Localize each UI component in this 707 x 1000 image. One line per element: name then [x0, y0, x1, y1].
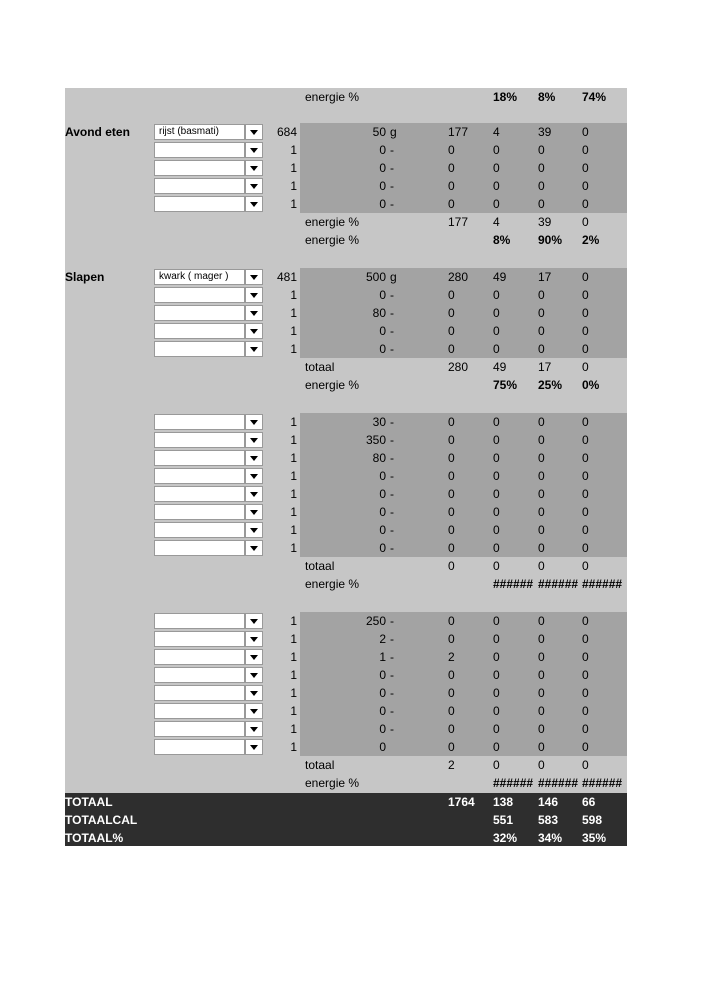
- cell-kcal: 0: [448, 342, 455, 356]
- food-select[interactable]: [154, 739, 245, 755]
- cell-k: 0: [538, 614, 545, 628]
- amount-value: 0: [379, 505, 386, 519]
- unit-label: -: [390, 143, 394, 157]
- row-count: 1: [290, 179, 297, 193]
- unit-label: -: [390, 541, 394, 555]
- summary-label: energie %: [305, 577, 360, 591]
- amount-value: 0: [379, 161, 386, 175]
- cell-p: 0: [493, 415, 500, 429]
- food-select[interactable]: [154, 540, 245, 556]
- cell-v: 0: [582, 179, 589, 193]
- cell-kcal: 0: [448, 197, 455, 211]
- cell-kcal: 0: [448, 451, 455, 465]
- totals-v: 35%: [582, 831, 607, 845]
- cell-v: 0: [582, 614, 589, 628]
- cell-k: 0: [538, 451, 545, 465]
- unit-label: -: [390, 704, 394, 718]
- food-select[interactable]: [154, 504, 245, 520]
- summary-k: 39: [538, 215, 552, 229]
- row-count: 1: [290, 288, 297, 302]
- unit-label: -: [390, 179, 394, 193]
- summary-label: totaal: [305, 758, 335, 772]
- cell-v: 0: [582, 451, 589, 465]
- cell-p: 0: [493, 650, 500, 664]
- cell-p: 0: [493, 541, 500, 555]
- cell-p: 4: [493, 125, 500, 139]
- summary-k: ######: [538, 577, 579, 591]
- food-select[interactable]: rijst (basmati): [154, 124, 245, 140]
- summary-p: ######: [493, 776, 534, 790]
- cell-p: 0: [493, 704, 500, 718]
- unit-label: -: [390, 686, 394, 700]
- cell-v: 0: [582, 324, 589, 338]
- food-select[interactable]: [154, 432, 245, 448]
- cell-kcal: 0: [448, 722, 455, 736]
- unit-label: -: [390, 523, 394, 537]
- food-select[interactable]: [154, 631, 245, 647]
- cell-kcal: 0: [448, 487, 455, 501]
- cell-kcal: 0: [448, 704, 455, 718]
- food-select[interactable]: [154, 685, 245, 701]
- cell-kcal: 280: [448, 270, 469, 284]
- amount-value: 0: [379, 197, 386, 211]
- summary-label: energie %: [305, 776, 360, 790]
- row-count: 1: [290, 451, 297, 465]
- cell-v: 0: [582, 197, 589, 211]
- food-select[interactable]: [154, 196, 245, 212]
- cell-k: 0: [538, 505, 545, 519]
- cell-p: 0: [493, 161, 500, 175]
- summary-v: 0: [582, 215, 589, 229]
- unit-label: -: [390, 342, 394, 356]
- cell-k: 0: [538, 541, 545, 555]
- cell-v: 0: [582, 469, 589, 483]
- cell-v: 0: [582, 632, 589, 646]
- amount-value: 0: [379, 324, 386, 338]
- unit-label: -: [390, 288, 394, 302]
- summary-v: 74%: [582, 90, 607, 104]
- cell-v: 0: [582, 161, 589, 175]
- summary-label: totaal: [305, 559, 335, 573]
- row-count: 1: [290, 668, 297, 682]
- cell-p: 0: [493, 306, 500, 320]
- amount-value: 500: [365, 270, 386, 284]
- summary-p: 0: [493, 758, 500, 772]
- unit-label: -: [390, 614, 394, 628]
- summary-p: 75%: [493, 378, 518, 392]
- row-count: 1: [290, 650, 297, 664]
- summary-k: 0: [538, 758, 545, 772]
- cell-p: 49: [493, 270, 507, 284]
- unit-label: -: [390, 306, 394, 320]
- totals-p: 138: [493, 795, 514, 809]
- cell-k: 0: [538, 722, 545, 736]
- amount-value: 50: [372, 125, 386, 139]
- cell-kcal: 0: [448, 179, 455, 193]
- food-select[interactable]: kwark ( mager ): [154, 269, 245, 285]
- meal-title: Avond eten: [65, 125, 130, 139]
- cell-k: 0: [538, 288, 545, 302]
- row-count: 1: [290, 740, 297, 754]
- cell-v: 0: [582, 288, 589, 302]
- cell-p: 0: [493, 632, 500, 646]
- food-select[interactable]: [154, 142, 245, 158]
- row-count: 1: [290, 614, 297, 628]
- totals-p: 551: [493, 813, 514, 827]
- cell-p: 0: [493, 288, 500, 302]
- summary-p: ######: [493, 577, 534, 591]
- amount-value: 80: [372, 451, 386, 465]
- amount-value: 0: [379, 686, 386, 700]
- summary-v: 0%: [582, 378, 600, 392]
- food-select[interactable]: [154, 287, 245, 303]
- cell-kcal: 0: [448, 143, 455, 157]
- food-select[interactable]: [154, 341, 245, 357]
- summary-k: 25%: [538, 378, 563, 392]
- summary-v: 0: [582, 360, 589, 374]
- unit-label: -: [390, 451, 394, 465]
- unit-label: g: [390, 270, 397, 284]
- food-select[interactable]: [154, 160, 245, 176]
- cell-kcal: 0: [448, 433, 455, 447]
- row-count: 481: [276, 270, 297, 284]
- summary-p: 8%: [493, 233, 511, 247]
- cell-v: 0: [582, 270, 589, 284]
- summary-k: 0: [538, 559, 545, 573]
- cell-k: 39: [538, 125, 552, 139]
- unit-label: -: [390, 505, 394, 519]
- row-count: 1: [290, 197, 297, 211]
- cell-kcal: 0: [448, 632, 455, 646]
- summary-kcal: 280: [448, 360, 469, 374]
- food-select[interactable]: [154, 323, 245, 339]
- cell-k: 0: [538, 650, 545, 664]
- totals-v: 598: [582, 813, 603, 827]
- summary-k: 8%: [538, 90, 556, 104]
- cell-kcal: 0: [448, 324, 455, 338]
- cell-kcal: 0: [448, 415, 455, 429]
- amount-value: 0: [379, 487, 386, 501]
- amount-value: 2: [379, 632, 386, 646]
- cell-kcal: 0: [448, 161, 455, 175]
- cell-kcal: 0: [448, 505, 455, 519]
- summary-kcal: 177: [448, 215, 469, 229]
- cell-kcal: 0: [448, 668, 455, 682]
- summary-label: energie %: [305, 90, 360, 104]
- amount-value: 0: [379, 469, 386, 483]
- cell-p: 0: [493, 668, 500, 682]
- cell-p: 0: [493, 722, 500, 736]
- unit-label: -: [390, 197, 394, 211]
- cell-kcal: 0: [448, 469, 455, 483]
- totals-k: 34%: [538, 831, 563, 845]
- totals-k: 146: [538, 795, 559, 809]
- cell-k: 0: [538, 161, 545, 175]
- unit-label: -: [390, 161, 394, 175]
- totals-label: TOTAALCAL: [65, 813, 138, 827]
- cell-p: 0: [493, 143, 500, 157]
- cell-k: 0: [538, 324, 545, 338]
- cell-p: 0: [493, 523, 500, 537]
- row-count: 1: [290, 686, 297, 700]
- unit-label: -: [390, 722, 394, 736]
- amount-value: 0: [379, 668, 386, 682]
- row-count: 1: [290, 722, 297, 736]
- food-select[interactable]: [154, 649, 245, 665]
- cell-kcal: 0: [448, 740, 455, 754]
- cell-v: 0: [582, 342, 589, 356]
- summary-kcal: 0: [448, 559, 455, 573]
- cell-v: 0: [582, 704, 589, 718]
- totals-label: TOTAAL%: [65, 831, 124, 845]
- cell-k: 0: [538, 179, 545, 193]
- unit-label: -: [390, 415, 394, 429]
- amount-value: 0: [379, 143, 386, 157]
- cell-k: 0: [538, 523, 545, 537]
- summary-label: energie %: [305, 215, 360, 229]
- cell-k: 0: [538, 632, 545, 646]
- amount-value: 1: [379, 650, 386, 664]
- cell-p: 0: [493, 487, 500, 501]
- cell-p: 0: [493, 179, 500, 193]
- cell-k: 0: [538, 143, 545, 157]
- cell-v: 0: [582, 722, 589, 736]
- summary-p: 18%: [493, 90, 518, 104]
- cell-k: 0: [538, 415, 545, 429]
- food-select[interactable]: [154, 414, 245, 430]
- cell-kcal: 2: [448, 650, 455, 664]
- totals-p: 32%: [493, 831, 518, 845]
- cell-p: 0: [493, 614, 500, 628]
- summary-p: 49: [493, 360, 507, 374]
- cell-kcal: 0: [448, 288, 455, 302]
- food-select[interactable]: [154, 703, 245, 719]
- cell-kcal: 0: [448, 523, 455, 537]
- food-select[interactable]: [154, 178, 245, 194]
- food-select[interactable]: [154, 522, 245, 538]
- amount-value: 0: [379, 722, 386, 736]
- totals-v: 66: [582, 795, 596, 809]
- amount-value: 250: [365, 614, 386, 628]
- row-count: 1: [290, 632, 297, 646]
- summary-k: 17: [538, 360, 552, 374]
- cell-k: 0: [538, 686, 545, 700]
- cell-v: 0: [582, 668, 589, 682]
- summary-label: energie %: [305, 378, 360, 392]
- cell-p: 0: [493, 505, 500, 519]
- cell-kcal: 0: [448, 541, 455, 555]
- cell-p: 0: [493, 740, 500, 754]
- meal-title: Slapen: [65, 270, 105, 284]
- row-count: 1: [290, 306, 297, 320]
- cell-v: 0: [582, 650, 589, 664]
- cell-k: 0: [538, 668, 545, 682]
- amount-value: 0: [379, 179, 386, 193]
- amount-value: 30: [372, 415, 386, 429]
- cell-p: 0: [493, 324, 500, 338]
- row-count: 684: [276, 125, 297, 139]
- cell-k: 0: [538, 469, 545, 483]
- summary-k: ######: [538, 776, 579, 790]
- amount-value: 0: [379, 541, 386, 555]
- totals-k: 583: [538, 813, 559, 827]
- amount-value: 0: [379, 704, 386, 718]
- summary-v: 0: [582, 559, 589, 573]
- summary-p: 0: [493, 559, 500, 573]
- unit-label: -: [390, 650, 394, 664]
- food-select[interactable]: [154, 450, 245, 466]
- summary-k: 90%: [538, 233, 563, 247]
- cell-k: 0: [538, 342, 545, 356]
- cell-v: 0: [582, 433, 589, 447]
- cell-kcal: 177: [448, 125, 469, 139]
- summary-p: 4: [493, 215, 500, 229]
- cell-p: 0: [493, 433, 500, 447]
- unit-label: g: [390, 125, 397, 139]
- cell-kcal: 0: [448, 306, 455, 320]
- amount-value: 0: [379, 740, 386, 754]
- unit-label: -: [390, 324, 394, 338]
- cell-k: 0: [538, 306, 545, 320]
- unit-label: -: [390, 668, 394, 682]
- cell-p: 0: [493, 197, 500, 211]
- cell-kcal: 0: [448, 614, 455, 628]
- totals-label: TOTAAL: [65, 795, 113, 809]
- row-count: 1: [290, 541, 297, 555]
- unit-label: -: [390, 632, 394, 646]
- amount-value: 80: [372, 306, 386, 320]
- row-count: 1: [290, 704, 297, 718]
- cell-k: 0: [538, 197, 545, 211]
- unit-label: -: [390, 469, 394, 483]
- summary-label: totaal: [305, 360, 335, 374]
- row-count: 1: [290, 487, 297, 501]
- row-count: 1: [290, 505, 297, 519]
- summary-v: ######: [582, 776, 623, 790]
- summary-v: ######: [582, 577, 623, 591]
- food-select[interactable]: [154, 305, 245, 321]
- row-count: 1: [290, 161, 297, 175]
- amount-value: 0: [379, 288, 386, 302]
- food-select[interactable]: [154, 613, 245, 629]
- row-count: 1: [290, 523, 297, 537]
- cell-v: 0: [582, 740, 589, 754]
- cell-v: 0: [582, 415, 589, 429]
- cell-p: 0: [493, 342, 500, 356]
- cell-p: 0: [493, 686, 500, 700]
- unit-label: -: [390, 433, 394, 447]
- cell-v: 0: [582, 487, 589, 501]
- cell-v: 0: [582, 125, 589, 139]
- cell-v: 0: [582, 523, 589, 537]
- cell-k: 0: [538, 433, 545, 447]
- summary-kcal: 2: [448, 758, 455, 772]
- row-count: 1: [290, 324, 297, 338]
- cell-kcal: 0: [448, 686, 455, 700]
- row-count: 1: [290, 433, 297, 447]
- row-count: 1: [290, 415, 297, 429]
- amount-value: 0: [379, 342, 386, 356]
- food-select[interactable]: [154, 486, 245, 502]
- row-count: 1: [290, 342, 297, 356]
- cell-p: 0: [493, 451, 500, 465]
- totals-kcal: 1764: [448, 795, 475, 809]
- food-select[interactable]: [154, 667, 245, 683]
- food-select[interactable]: [154, 721, 245, 737]
- cell-v: 0: [582, 143, 589, 157]
- cell-v: 0: [582, 505, 589, 519]
- unit-label: -: [390, 487, 394, 501]
- cell-v: 0: [582, 541, 589, 555]
- cell-k: 0: [538, 487, 545, 501]
- summary-label: energie %: [305, 233, 360, 247]
- food-select[interactable]: [154, 468, 245, 484]
- cell-v: 0: [582, 306, 589, 320]
- amount-value: 0: [379, 523, 386, 537]
- cell-v: 0: [582, 686, 589, 700]
- amount-value: 350: [365, 433, 386, 447]
- summary-v: 2%: [582, 233, 600, 247]
- cell-p: 0: [493, 469, 500, 483]
- cell-k: 0: [538, 740, 545, 754]
- cell-k: 0: [538, 704, 545, 718]
- summary-v: 0: [582, 758, 589, 772]
- row-count: 1: [290, 143, 297, 157]
- row-count: 1: [290, 469, 297, 483]
- cell-k: 17: [538, 270, 552, 284]
